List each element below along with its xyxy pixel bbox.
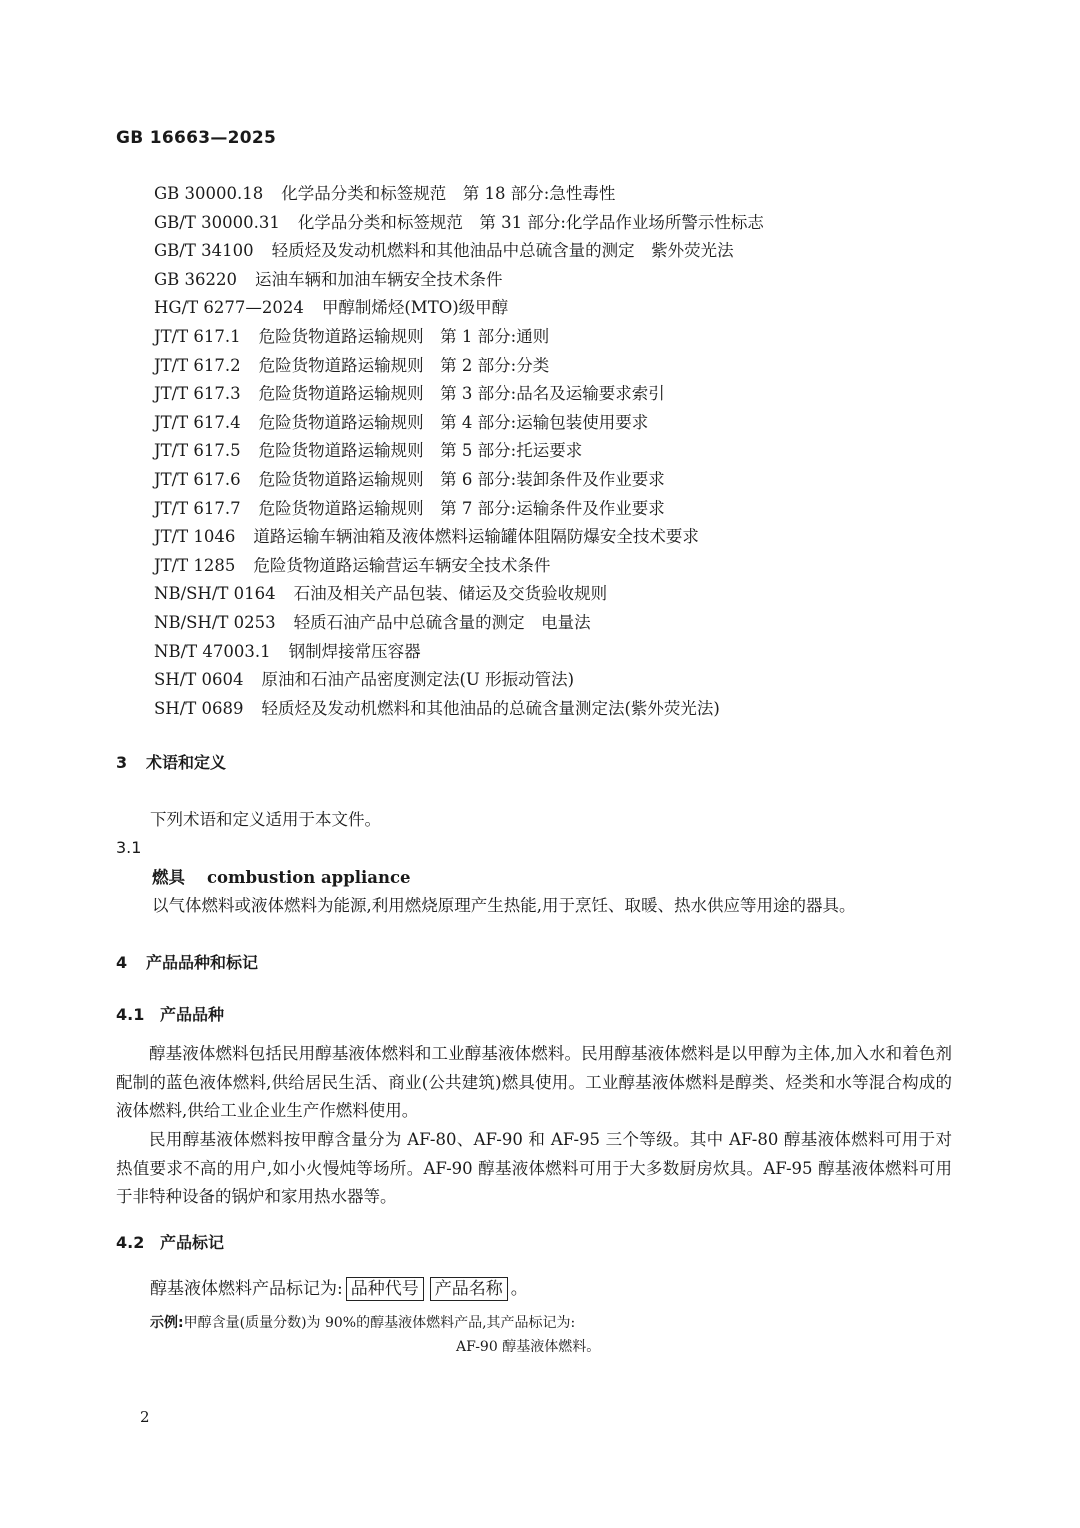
reference-code: SH/T 0604 bbox=[154, 670, 244, 690]
reference-item bbox=[154, 638, 421, 662]
marking-box-type-code: 品种代号 bbox=[346, 1277, 424, 1301]
reference-code: JT/T 617.5 bbox=[154, 441, 241, 461]
term-zh: 燃具 bbox=[152, 868, 185, 887]
reference-title: 危险货物道路运输规则 第 5 部分:托运要求 bbox=[258, 441, 583, 461]
reference-code: GB 36220 bbox=[154, 269, 238, 289]
term-en: combustion appliance bbox=[207, 868, 411, 887]
reference-code: JT/T 1285 bbox=[154, 555, 236, 575]
section-number: 4 bbox=[116, 953, 128, 972]
reference-code: NB/SH/T 0253 bbox=[154, 613, 276, 632]
reference-title: 甲醇制烯烃(MTO)级甲醇 bbox=[321, 298, 509, 318]
reference-title: 原油和石油产品密度测定法(U 形振动管法) bbox=[261, 670, 575, 690]
reference-title: 道路运输车辆油箱及液体燃料运输罐体阻隔防爆安全技术要求 bbox=[253, 527, 699, 547]
section-title: 术语和定义 bbox=[146, 753, 227, 772]
reference-title: 化学品分类和标签规范 第 18 部分:急性毒性 bbox=[281, 184, 616, 203]
reference-title: 危险货物道路运输规则 第 4 部分:运输包装使用要求 bbox=[258, 412, 649, 432]
reference-code: HG/T 6277—2024 bbox=[154, 298, 304, 318]
reference-title: 危险货物道路运输规则 第 2 部分:分类 bbox=[258, 355, 550, 375]
reference-code: NB/T 47003.1 bbox=[154, 641, 271, 661]
section-3-intro: 下列术语和定义适用于本文件。 bbox=[150, 810, 381, 829]
paragraph-product-types: 醇基液体燃料包括民用醇基液体燃料和工业醇基液体燃料。民用醇基液体燃料是以甲醇为主体,加入水和着色剂配制的蓝色液体燃料,供给居民生活、商业(公共建筑)燃具使用。工业醇基液体燃料是醇类、烃类和水等混合构成的液体燃料,供给工业企业生产作燃料使用。 bbox=[116, 1044, 952, 1120]
marking-prefix: 醇基液体燃料产品标记为: bbox=[150, 1279, 343, 1299]
reference-item bbox=[154, 666, 574, 690]
reference-item bbox=[154, 323, 549, 347]
reference-title: 危险货物道路运输规则 第 7 部分:运输条件及作业要求 bbox=[258, 498, 665, 518]
subsection-title: 产品标记 bbox=[160, 1233, 225, 1252]
reference-title: 运油车辆和加油车辆安全技术条件 bbox=[255, 269, 503, 289]
reference-title: 轻质石油产品中总硫含量的测定 电量法 bbox=[293, 613, 591, 632]
reference-item bbox=[154, 209, 764, 233]
example-label: 示例: bbox=[150, 1315, 184, 1331]
reference-code: JT/T 617.7 bbox=[154, 498, 241, 518]
reference-item bbox=[154, 437, 582, 461]
reference-item bbox=[154, 552, 550, 576]
paragraph-grades: 民用醇基液体燃料按甲醇含量分为 AF-80、AF-90 和 AF-95 三个等级。其中 AF-80 醇基液体燃料可用于对热值要求不高的用户,如小火慢炖等场所。AF-90 醇基液体燃料可用于大多数厨房炊具。AF-95 醇基液体燃料可用于非特种设备的锅炉和家用热水器等。 bbox=[116, 1130, 952, 1206]
reference-item bbox=[154, 352, 549, 376]
reference-title: 危险货物道路运输规则 第 3 部分:品名及运输要求索引 bbox=[258, 384, 665, 404]
reference-item bbox=[154, 409, 648, 433]
reference-code: GB/T 30000.31 bbox=[154, 212, 280, 232]
reference-title: 轻质烃及发动机燃料和其他油品的总硫含量测定法(紫外荧光法) bbox=[261, 698, 720, 718]
page-number: 2 bbox=[140, 1408, 150, 1426]
reference-item bbox=[154, 523, 699, 547]
reference-code: GB/T 34100 bbox=[154, 241, 254, 261]
standard-header: GB 16663—2025 bbox=[116, 128, 277, 148]
example-result: AF-90 醇基液体燃料。 bbox=[456, 1339, 601, 1355]
reference-item bbox=[154, 580, 607, 604]
term-definition: 以气体燃料或液体燃料为能源,利用燃烧原理产生热能,用于烹饪、取暖、热水供应等用途的器具。 bbox=[152, 896, 856, 915]
term-number: 3.1 bbox=[116, 838, 142, 857]
reference-code: JT/T 617.2 bbox=[154, 355, 241, 375]
reference-title: 危险货物道路运输规则 第 1 部分:通则 bbox=[258, 327, 550, 346]
reference-item bbox=[154, 237, 734, 261]
reference-item bbox=[154, 180, 615, 204]
subsection-number: 4.1 bbox=[116, 1005, 145, 1024]
reference-code: NB/SH/T 0164 bbox=[154, 584, 276, 604]
reference-code: JT/T 617.4 bbox=[154, 412, 241, 432]
reference-title: 石油及相关产品包装、储运及交货验收规则 bbox=[293, 584, 608, 604]
section-4-2-heading bbox=[116, 1230, 224, 1253]
reference-title: 危险货物道路运输营运车辆安全技术条件 bbox=[253, 555, 551, 575]
reference-code: SH/T 0689 bbox=[154, 698, 244, 718]
reference-code: JT/T 617.1 bbox=[154, 327, 241, 346]
reference-item bbox=[154, 695, 720, 719]
reference-title: 化学品分类和标签规范 第 31 部分:化学品作业场所警示性标志 bbox=[297, 212, 764, 232]
example-text: 甲醇含量(质量分数)为 90%的醇基液体燃料产品,其产品标记为: bbox=[183, 1315, 576, 1331]
reference-item bbox=[154, 266, 503, 290]
reference-item bbox=[154, 495, 665, 519]
reference-title: 轻质烃及发动机燃料和其他油品中总硫含量的测定 紫外荧光法 bbox=[271, 241, 734, 261]
section-3-heading bbox=[116, 750, 226, 773]
reference-code: GB 30000.18 bbox=[154, 184, 264, 203]
section-4-1-heading bbox=[116, 1002, 224, 1025]
marking-suffix: 。 bbox=[510, 1279, 528, 1299]
subsection-number: 4.2 bbox=[116, 1233, 145, 1252]
reference-title: 危险货物道路运输规则 第 6 部分:装卸条件及作业要求 bbox=[258, 470, 665, 489]
term-heading bbox=[152, 864, 411, 888]
reference-item bbox=[154, 609, 591, 633]
subsection-title: 产品品种 bbox=[160, 1005, 225, 1024]
reference-code: JT/T 617.6 bbox=[154, 470, 241, 489]
section-number: 3 bbox=[116, 753, 128, 772]
reference-item bbox=[154, 380, 665, 404]
marking-box-product-name: 产品名称 bbox=[430, 1277, 508, 1301]
reference-item bbox=[154, 294, 508, 318]
reference-code: JT/T 1046 bbox=[154, 527, 236, 547]
example-line bbox=[150, 1312, 575, 1332]
reference-title: 钢制焊接常压容器 bbox=[288, 641, 421, 661]
reference-code: JT/T 617.3 bbox=[154, 384, 241, 404]
section-4-heading bbox=[116, 950, 258, 973]
product-marking-line bbox=[150, 1274, 528, 1299]
section-title: 产品品种和标记 bbox=[146, 953, 259, 972]
reference-item bbox=[154, 466, 665, 490]
